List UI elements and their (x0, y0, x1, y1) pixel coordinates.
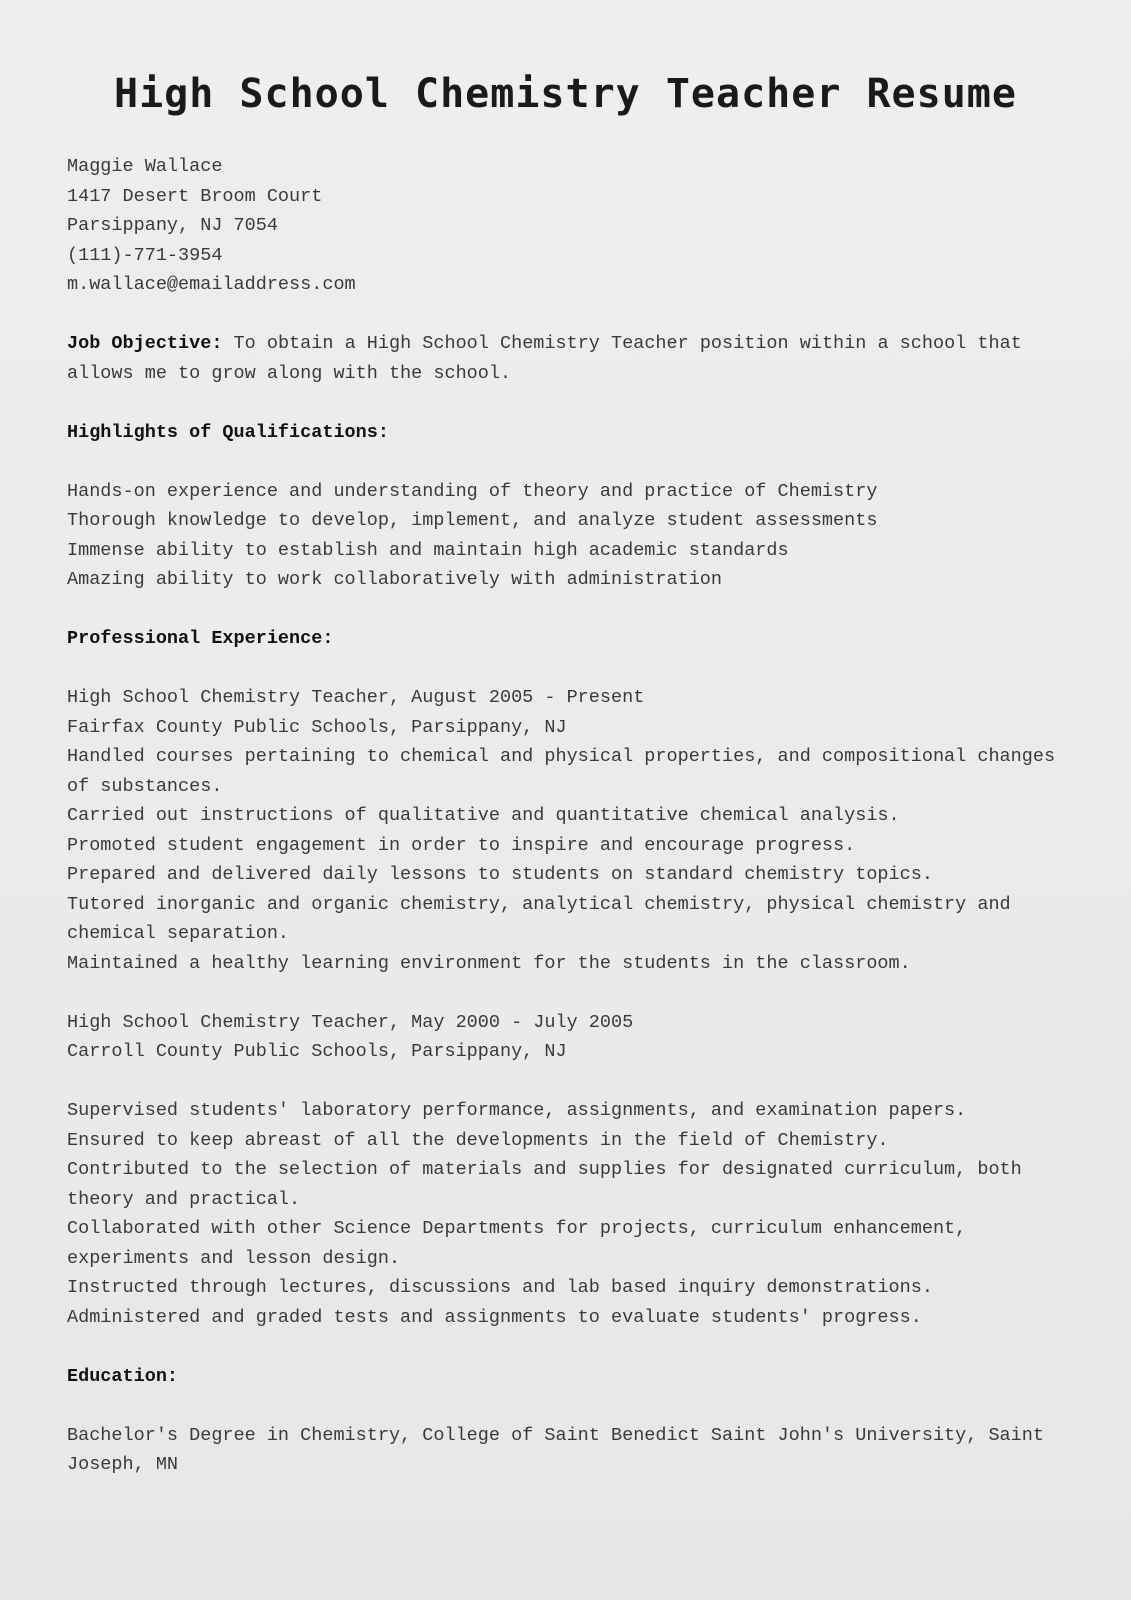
job-duty: Administered and graded tests and assignments to evaluate students' progress. (67, 1306, 922, 1328)
spacer (67, 654, 1067, 684)
job-duty: Tutored inorganic and organic chemistry, analytical chemistry, physical chemistry and chemical separation. (67, 893, 1011, 944)
job-title: High School Chemistry Teacher, August 2005 - Present (67, 687, 645, 708)
contact-phone: (111)-771-3954 (67, 244, 223, 266)
job-duty: Supervised students' laboratory performance, assignments, and examination papers. (67, 1100, 967, 1121)
job-employer: Carroll County Public Schools, Parsippany, NJ (67, 1041, 567, 1062)
spacer (67, 388, 1067, 418)
page-title: High School Chemistry Teacher Resume (114, 71, 1017, 117)
spacer (67, 978, 1067, 1008)
contact-block (67, 152, 1067, 300)
job-duty: Instructed through lectures, discussions and lab based inquiry demonstrations. (67, 1277, 933, 1298)
contact-street: 1417 Desert Broom Court (67, 185, 323, 207)
highlights-list (67, 477, 1067, 595)
spacer (67, 1332, 1067, 1362)
job-duty: Handled courses pertaining to chemical and physical properties, and compositional changes of substances. (67, 746, 1056, 797)
experience-heading: Professional Experience: (67, 628, 334, 649)
job-duty: Ensured to keep abreast of all the developments in the field of Chemistry. (67, 1129, 889, 1151)
spacer (67, 300, 1067, 330)
job-duty: Contributed to the selection of materials and supplies for designated curriculum, both theory and practical. (67, 1159, 1022, 1210)
objective-text: To obtain a High School Chemistry Teacher position within a school that allows me to grow along with the school. (67, 333, 1022, 384)
job-objective (67, 329, 1057, 388)
highlights-heading: Highlights of Qualifications: (67, 421, 389, 443)
job-entry (67, 683, 1067, 978)
highlight-item: Thorough knowledge to develop, implement, and analyze student assessments (67, 510, 878, 531)
job-duty: Maintained a healthy learning environment for the students in the classroom. (67, 952, 911, 974)
job-duty: Promoted student engagement in order to inspire and encourage progress. (67, 834, 856, 856)
job-duty: Collaborated with other Science Departments for projects, curriculum enhancement, experiments and lesson design. (67, 1218, 967, 1269)
spacer (67, 595, 1067, 625)
contact-name: Maggie Wallace (67, 156, 223, 177)
job-title: High School Chemistry Teacher, May 2000 - July 2005 (67, 1011, 634, 1033)
contact-city: Parsippany, NJ 7054 (67, 215, 278, 236)
job-employer: Fairfax County Public Schools, Parsippany, NJ (67, 716, 567, 738)
job-duty: Prepared and delivered daily lessons to students on standard chemistry topics. (67, 864, 933, 885)
job-duty: Carried out instructions of qualitative and quantitative chemical analysis. (67, 805, 900, 826)
objective-label: Job Objective: (67, 333, 223, 354)
education-text: Bachelor's Degree in Chemistry, College of Saint Benedict Saint John's University, Saint Joseph, MN (67, 1424, 1044, 1475)
highlight-item: Amazing ability to work collaboratively with administration (67, 569, 723, 590)
job-entry (67, 1008, 1067, 1333)
resume-body (67, 152, 1067, 1480)
spacer (67, 1067, 1067, 1097)
spacer (67, 1391, 1067, 1421)
contact-email: m.wallace@emailaddress.com (67, 274, 356, 295)
highlight-item: Immense ability to establish and maintain high academic standards (67, 539, 789, 561)
spacer (67, 447, 1067, 477)
highlight-item: Hands-on experience and understanding of theory and practice of Chemistry (67, 480, 878, 502)
education-heading: Education: (67, 1365, 179, 1387)
